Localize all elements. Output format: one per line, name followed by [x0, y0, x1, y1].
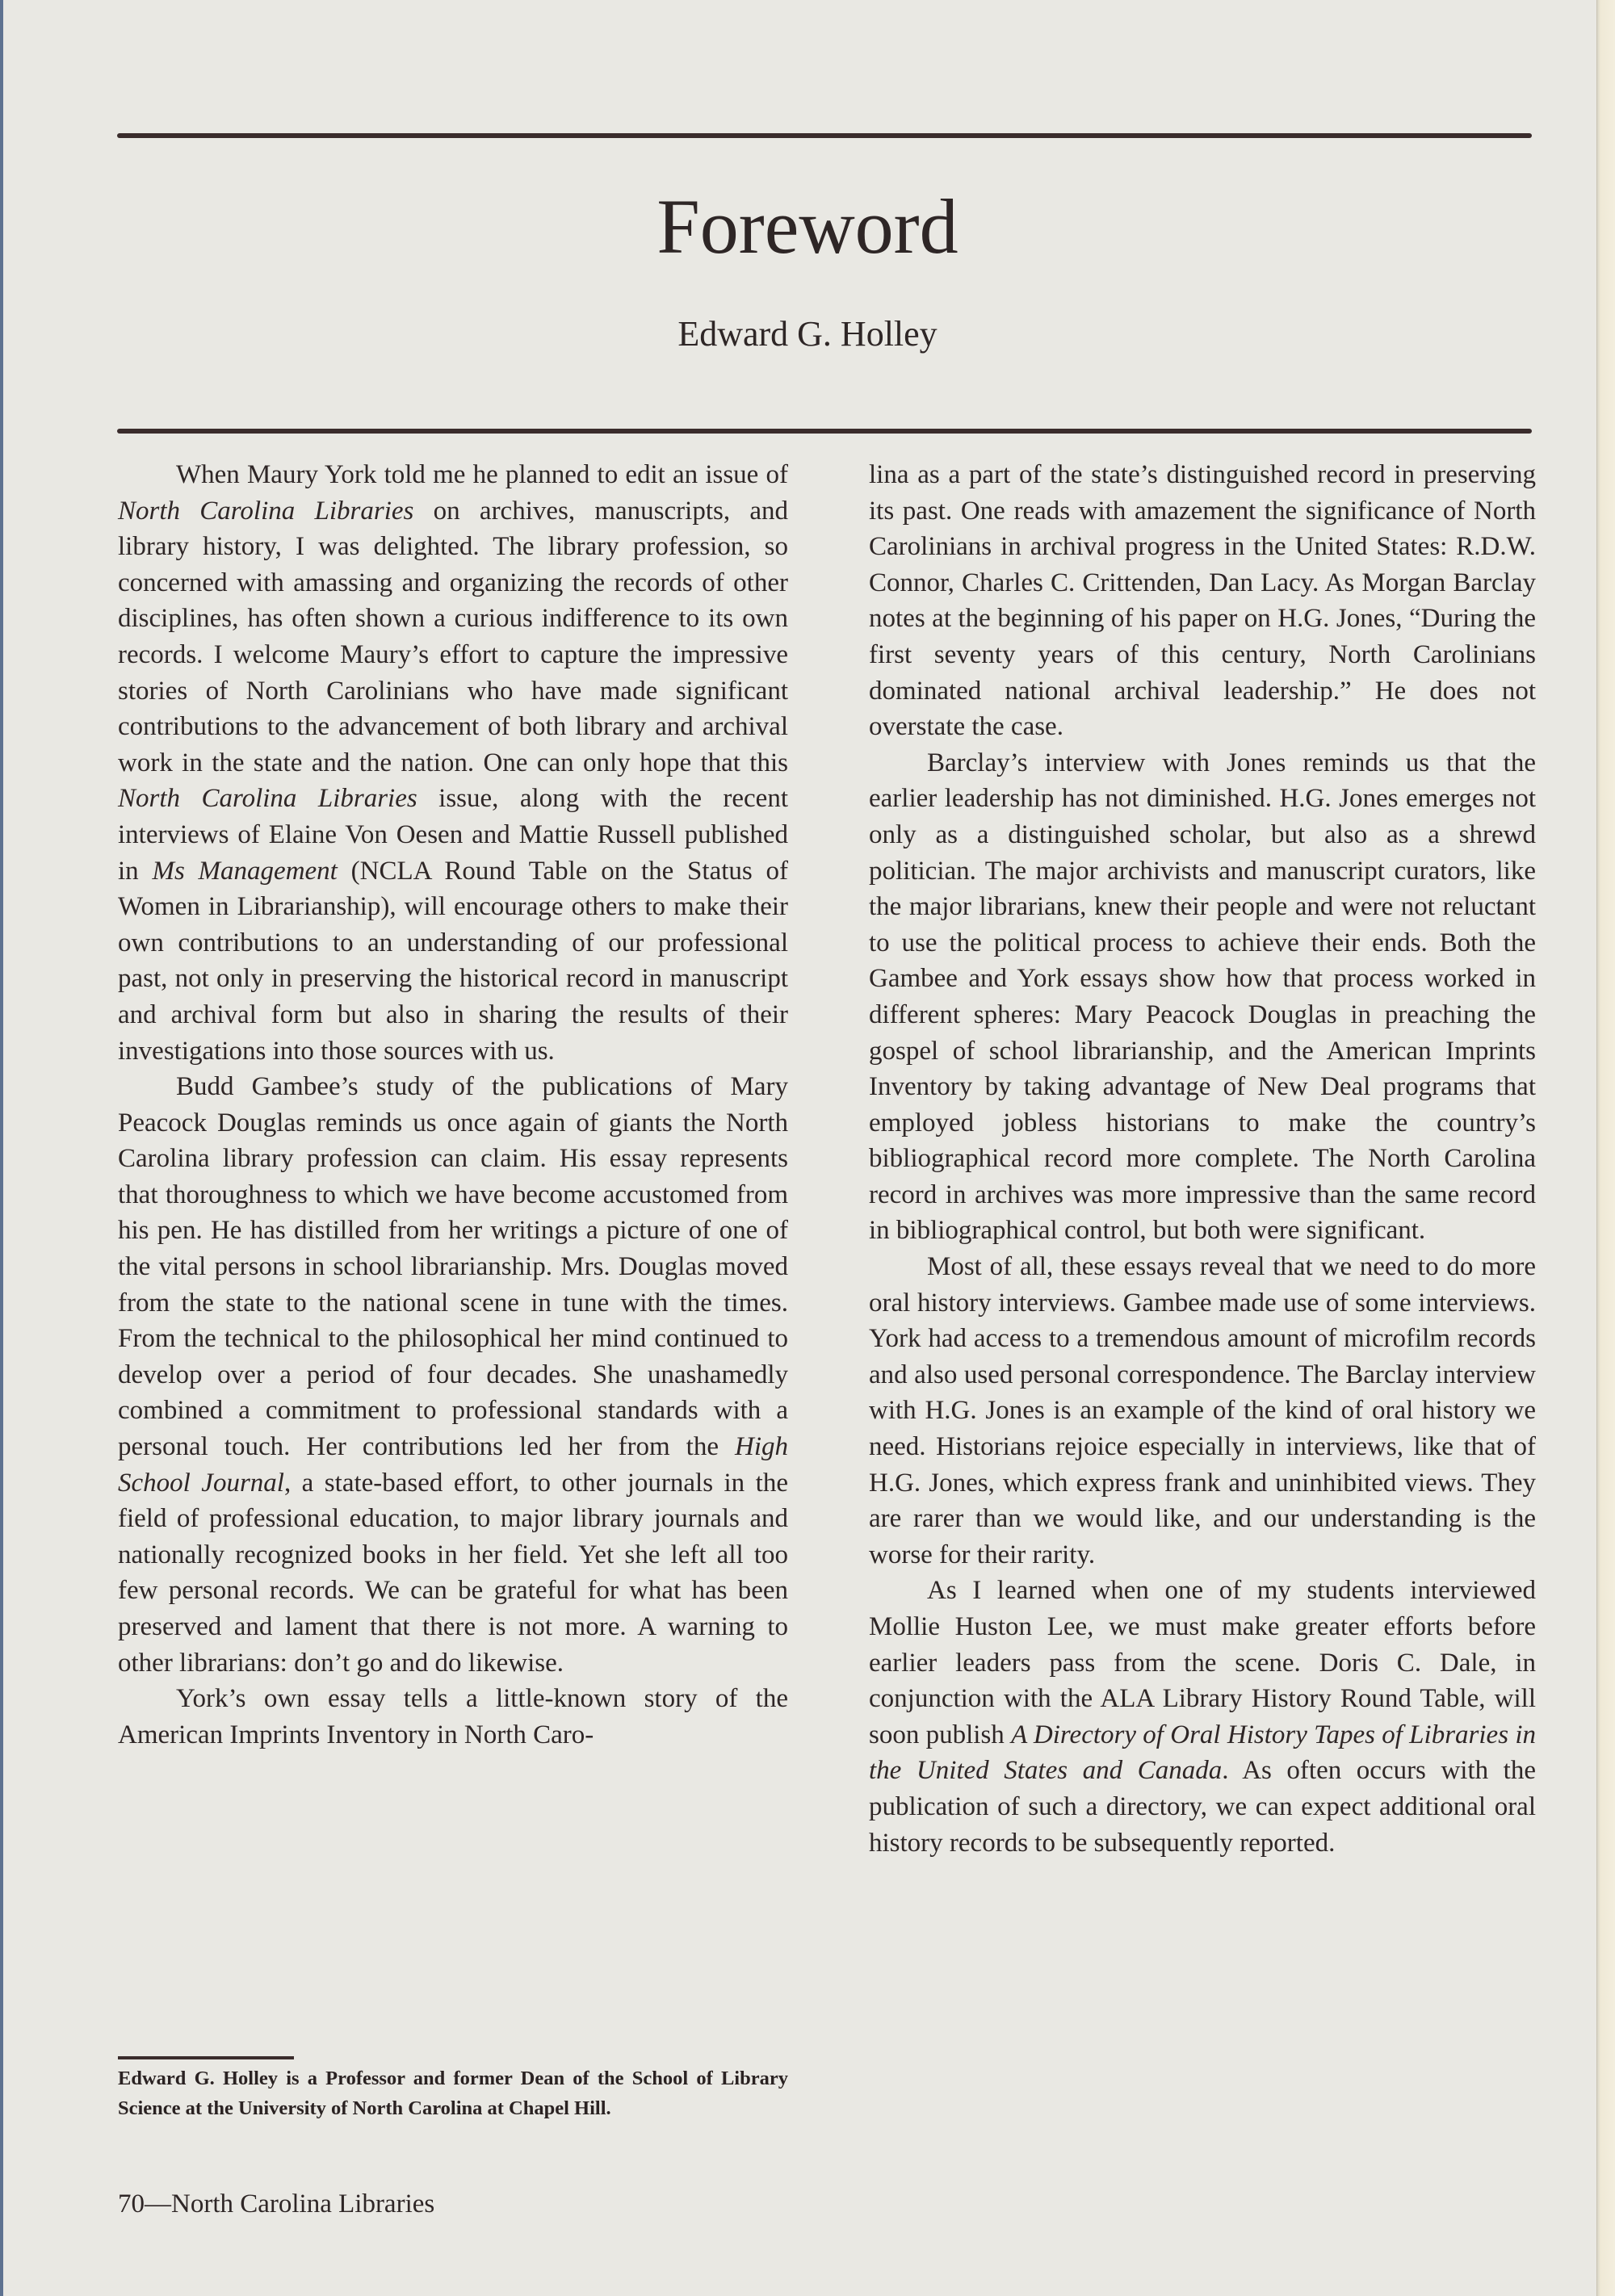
paragraph-text: issue, along with the recent interviews of Elaine Von Oesen and Mattie Russell published in — [118, 784, 788, 886]
italic-title-text: North Carolina Libraries — [118, 496, 414, 526]
header-top-rule — [117, 133, 1532, 138]
italic-title-text: High School Journal — [118, 1432, 788, 1498]
paragraph-text: Most of all, these essays reveal that we need to do more oral history interviews. Gambee made use of some interviews. York had access to a tremendous amount of microfilm records and also used personal correspondence. The Barclay interview with H.G. Jones is an example of the kind of oral history we need. Historians rejoice especially in interviews, like that of H.G. Jones, which express frank and uninhibited views. They are rarer than we would like, and our understanding is the worse for their rarity. — [869, 1252, 1536, 1569]
paragraph-text: , a state-based effort, to other journals in the field of professional education, to major library journals and nationally recognized books in her field. Yet she left all too few personal records. We can be grateful for what has been preserved and lament that there is not more. A warning to other librarians: don’t go and do likewise. — [118, 1468, 788, 1678]
paragraph-text: (NCLA Round Table on the Status of Women in Librarianship), will encourage others to make their own contributions to an understanding of our professional past, not only in preserving the historical record in manuscript and archival form but also in sharing the results of their investigations into those sources with us. — [118, 856, 789, 1066]
paragraph-text: Barclay’s interview with Jones reminds us that the earlier leadership has not diminished. H.G. Jones emerges not only as a distinguished scholar, but also as a shrewd politician. The major archivists and manuscript curators, like the major librarians, knew their people and were not reluctant to use the political process to achieve their ends. Both the Gambee and York essays show how that process worked in different spheres: Mary Peacock Douglas in preaching the gospel of school librarianship, and the American Imprints Inventory by taking advantage of New Deal programs that employed jobless historians to make the country’s bibliographical record more complete. The North Carolina record in archives was more impressive than the same record in bibliographical control, but both were significant. — [869, 748, 1536, 1246]
body-paragraph — [118, 1681, 788, 1753]
italic-title-text: Ms Management — [152, 856, 338, 886]
paragraph-text: As I learned when one of my students interviewed Mollie Huston Lee, we must make greater efforts before earlier leaders pass from the scene. Doris C. Dale, in conjunction with the ALA Library History Round Table, will soon publish — [869, 1576, 1536, 1749]
paragraph-text: When Maury York told me he planned to edit an issue of — [176, 460, 788, 489]
italic-title-text: North Carolina Libraries — [118, 784, 417, 814]
header-bottom-rule — [117, 429, 1532, 434]
article-author: Edward G. Holley — [677, 314, 938, 354]
body-paragraph — [118, 457, 788, 1069]
body-paragraph — [869, 1249, 1536, 1573]
page-number: 70 — [118, 2189, 145, 2218]
paragraph-text: Budd Gambee’s study of the publications of Mary Peacock Douglas reminds us once again of giants the North Carolina library profession can claim. His essay represents that thoroughness to which we have become accustomed from his pen. He has distilled from her writings a picture of one of the vital persons in school librarianship. Mrs. Douglas moved from the state to the national scene in tune with the times. From the technical to the philosophical her mind continued to develop over a period of four decades. She unashamedly combined a commitment to professional standards with a personal touch. Her contributions led her from the — [118, 1072, 788, 1462]
body-paragraph — [869, 1573, 1536, 1861]
page-folio — [118, 2188, 434, 2220]
italic-title-text: A Directory of Oral History Tapes of Libraries in the United States and Canada — [869, 1720, 1536, 1786]
article-title: Foreword — [656, 183, 959, 270]
publication-name: North Carolina Libraries — [171, 2189, 435, 2218]
paragraph-text: York’s own essay tells a little-known story of the American Imprints Inventory in North Caro- — [118, 1684, 788, 1749]
folio-separator: — — [145, 2189, 171, 2218]
paragraph-text: on archives, manuscripts, and library history, I was delighted. The library profession, so concerned with amassing and organizing the records of other disciplines, has often shown a curious indifference to its own records. I welcome Maury’s effort to capture the impressive stories of North Carolinians who have made significant contributions to the advancement of both library and archival work in the state and the nation. One can only hope that this — [118, 496, 789, 777]
body-column-left — [118, 457, 788, 1753]
body-paragraph — [869, 457, 1536, 745]
body-paragraph — [869, 745, 1536, 1249]
paragraph-text: . As often occurs with the publication of such a directory, we can expect additional oral history records to be subsequently reported. — [869, 1756, 1536, 1858]
body-column-right — [869, 457, 1536, 1861]
footnote-rule — [118, 2056, 294, 2059]
author-bio-footnote: Edward G. Holley is a Professor and former Dean of the School of Library Science at the University of North Carolina at Chapel Hill. — [118, 2068, 788, 2119]
body-paragraph — [118, 1069, 788, 1681]
paragraph-text: lina as a part of the state’s distinguished record in preserving its past. One reads with amazement the significance of North Carolinians in archival progress in the United States: R.D.W. Connor, Charles C. Crittenden, Dan Lacy. As Morgan Barclay notes at the beginning of his paper on H.G. Jones, “During the first seventy years of this century, North Carolinians dominated national archival leadership.” He does not overstate the case. — [869, 460, 1536, 742]
